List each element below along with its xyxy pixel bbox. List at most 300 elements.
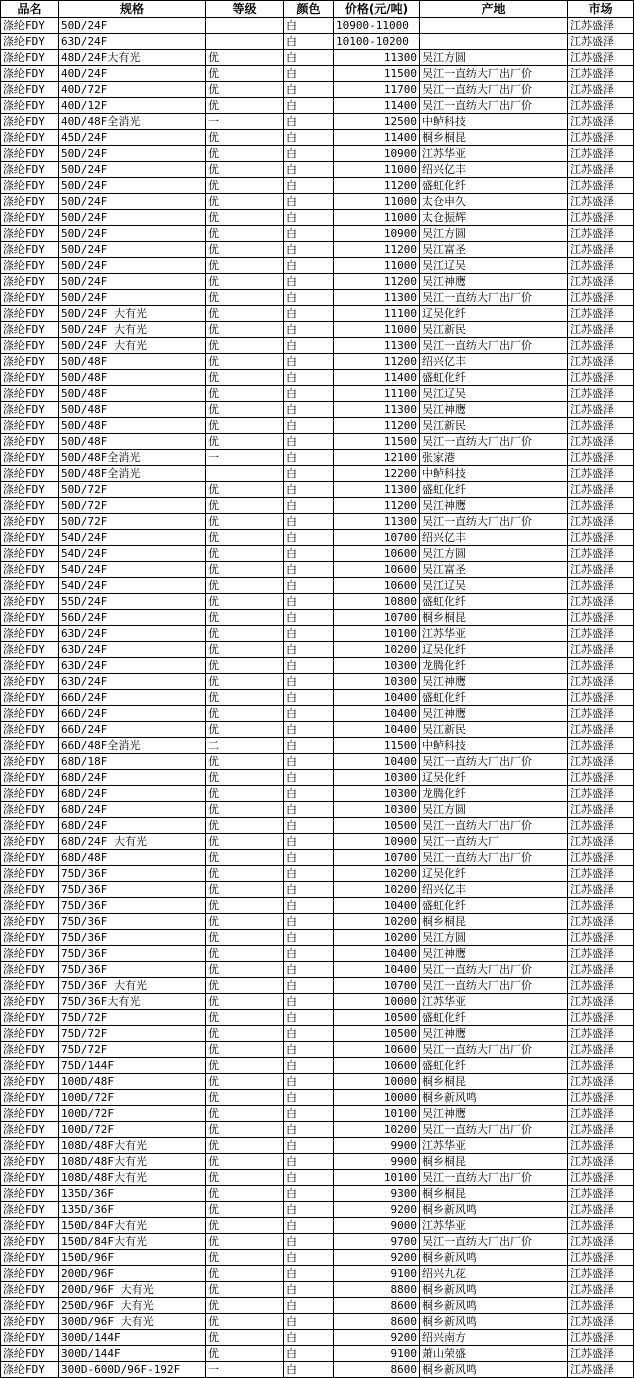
origin-cell: 盛虹化纤 <box>420 1058 568 1074</box>
grade-cell: 优 <box>206 1074 284 1090</box>
origin-cell: 辽吴化纤 <box>420 866 568 882</box>
price-cell: 10200 <box>334 914 420 930</box>
product-cell: 涤纶FDY <box>1 194 59 210</box>
origin-cell: 吴江一直纺大厂出厂价 <box>420 1234 568 1250</box>
origin-cell: 吴江一直纺大厂出厂价 <box>420 434 568 450</box>
market-cell: 江苏盛泽 <box>568 210 634 226</box>
grade-cell: 优 <box>206 866 284 882</box>
origin-cell: 桐乡桐昆 <box>420 1186 568 1202</box>
origin-cell: 龙腾化纤 <box>420 658 568 674</box>
price-cell: 11000 <box>334 162 420 178</box>
color-cell: 白 <box>284 882 334 898</box>
table-row <box>1 1282 634 1298</box>
market-cell: 江苏盛泽 <box>568 578 634 594</box>
origin-cell: 吴江方圆 <box>420 802 568 818</box>
table-row <box>1 914 634 930</box>
price-cell: 11300 <box>334 514 420 530</box>
spec-cell: 300D/96F 大有光 <box>59 1314 206 1330</box>
origin-cell: 吴江一直纺大厂出厂价 <box>420 82 568 98</box>
market-cell: 江苏盛泽 <box>568 194 634 210</box>
color-cell: 白 <box>284 18 334 34</box>
product-cell: 涤纶FDY <box>1 226 59 242</box>
price-cell: 10900 <box>334 834 420 850</box>
col-header-spec: 规格 <box>59 1 206 18</box>
market-cell: 江苏盛泽 <box>568 1202 634 1218</box>
color-cell: 白 <box>284 1074 334 1090</box>
market-cell: 江苏盛泽 <box>568 82 634 98</box>
table-row <box>1 258 634 274</box>
price-cell: 10200 <box>334 882 420 898</box>
color-cell: 白 <box>284 706 334 722</box>
table-row <box>1 594 634 610</box>
spec-cell: 150D/96F <box>59 1250 206 1266</box>
spec-cell: 50D/48F <box>59 418 206 434</box>
color-cell: 白 <box>284 642 334 658</box>
spec-cell: 135D/36F <box>59 1202 206 1218</box>
color-cell: 白 <box>284 354 334 370</box>
table-row <box>1 946 634 962</box>
spec-cell: 135D/36F <box>59 1186 206 1202</box>
grade-cell: 二 <box>206 738 284 754</box>
grade-cell: 优 <box>206 882 284 898</box>
spec-cell: 50D/24F <box>59 194 206 210</box>
price-cell: 11300 <box>334 50 420 66</box>
product-cell: 涤纶FDY <box>1 258 59 274</box>
product-cell: 涤纶FDY <box>1 562 59 578</box>
market-cell: 江苏盛泽 <box>568 690 634 706</box>
origin-cell: 吴江一直纺大厂出厂价 <box>420 338 568 354</box>
table-row <box>1 226 634 242</box>
table-row <box>1 1250 634 1266</box>
price-cell: 11100 <box>334 306 420 322</box>
market-cell: 江苏盛泽 <box>568 354 634 370</box>
product-cell: 涤纶FDY <box>1 1218 59 1234</box>
price-cell: 9700 <box>334 1234 420 1250</box>
price-cell: 10700 <box>334 610 420 626</box>
grade-cell: 优 <box>206 818 284 834</box>
market-cell: 江苏盛泽 <box>568 402 634 418</box>
market-cell: 江苏盛泽 <box>568 306 634 322</box>
color-cell: 白 <box>284 1218 334 1234</box>
grade-cell: 优 <box>206 1250 284 1266</box>
market-cell: 江苏盛泽 <box>568 1170 634 1186</box>
grade-cell: 优 <box>206 1122 284 1138</box>
grade-cell: 优 <box>206 578 284 594</box>
price-cell: 8600 <box>334 1362 420 1378</box>
table-row <box>1 1090 634 1106</box>
grade-cell: 优 <box>206 930 284 946</box>
origin-cell: 桐乡桐昆 <box>420 1074 568 1090</box>
market-cell: 江苏盛泽 <box>568 626 634 642</box>
product-cell: 涤纶FDY <box>1 530 59 546</box>
market-cell: 江苏盛泽 <box>568 450 634 466</box>
color-cell: 白 <box>284 1170 334 1186</box>
spec-cell: 75D/72F <box>59 1010 206 1026</box>
price-cell: 10300 <box>334 770 420 786</box>
origin-cell: 吴江神鹰 <box>420 498 568 514</box>
grade-cell: 优 <box>206 1282 284 1298</box>
origin-cell: 吴江新民 <box>420 418 568 434</box>
spec-cell: 200D/96F 大有光 <box>59 1282 206 1298</box>
color-cell: 白 <box>284 1282 334 1298</box>
product-cell: 涤纶FDY <box>1 1362 59 1378</box>
table-row <box>1 98 634 114</box>
market-cell: 江苏盛泽 <box>568 34 634 50</box>
color-cell: 白 <box>284 306 334 322</box>
table-row <box>1 994 634 1010</box>
grade-cell: 优 <box>206 1042 284 1058</box>
table-row <box>1 1026 634 1042</box>
market-cell: 江苏盛泽 <box>568 98 634 114</box>
price-cell: 10700 <box>334 850 420 866</box>
table-row <box>1 850 634 866</box>
product-cell: 涤纶FDY <box>1 34 59 50</box>
origin-cell: 桐乡桐昆 <box>420 130 568 146</box>
spec-cell: 150D/84F大有光 <box>59 1218 206 1234</box>
market-cell: 江苏盛泽 <box>568 546 634 562</box>
price-cell: 10600 <box>334 1042 420 1058</box>
product-cell: 涤纶FDY <box>1 354 59 370</box>
table-row <box>1 418 634 434</box>
product-cell: 涤纶FDY <box>1 1138 59 1154</box>
origin-cell: 绍兴亿丰 <box>420 162 568 178</box>
product-cell: 涤纶FDY <box>1 1202 59 1218</box>
header-row <box>1 1 634 18</box>
table-row <box>1 482 634 498</box>
grade-cell: 优 <box>206 1234 284 1250</box>
price-cell: 10400 <box>334 946 420 962</box>
spec-cell: 54D/24F <box>59 530 206 546</box>
spec-cell: 75D/144F <box>59 1058 206 1074</box>
table-row <box>1 306 634 322</box>
table-row <box>1 1186 634 1202</box>
grade-cell: 优 <box>206 386 284 402</box>
price-cell: 11000 <box>334 194 420 210</box>
origin-cell: 吴江神鹰 <box>420 1106 568 1122</box>
grade-cell: 优 <box>206 434 284 450</box>
price-cell: 11300 <box>334 290 420 306</box>
color-cell: 白 <box>284 1106 334 1122</box>
product-cell: 涤纶FDY <box>1 1090 59 1106</box>
table-row <box>1 978 634 994</box>
price-cell: 10900-11000 <box>334 18 420 34</box>
grade-cell: 优 <box>206 962 284 978</box>
spec-cell: 40D/72F <box>59 82 206 98</box>
color-cell: 白 <box>284 818 334 834</box>
color-cell: 白 <box>284 946 334 962</box>
table-row <box>1 210 634 226</box>
price-cell: 9900 <box>334 1138 420 1154</box>
product-cell: 涤纶FDY <box>1 754 59 770</box>
price-cell: 8800 <box>334 1282 420 1298</box>
grade-cell: 优 <box>206 722 284 738</box>
product-cell: 涤纶FDY <box>1 338 59 354</box>
grade-cell: 优 <box>206 1202 284 1218</box>
color-cell: 白 <box>284 514 334 530</box>
color-cell: 白 <box>284 34 334 50</box>
grade-cell <box>206 18 284 34</box>
color-cell: 白 <box>284 274 334 290</box>
table-row <box>1 178 634 194</box>
product-cell: 涤纶FDY <box>1 626 59 642</box>
color-cell: 白 <box>284 914 334 930</box>
market-cell: 江苏盛泽 <box>568 386 634 402</box>
price-cell: 10400 <box>334 706 420 722</box>
color-cell: 白 <box>284 82 334 98</box>
spec-cell: 63D/24F <box>59 658 206 674</box>
spec-cell: 75D/36F <box>59 898 206 914</box>
origin-cell: 吴江一直纺大厂出厂价 <box>420 290 568 306</box>
spec-cell: 68D/24F <box>59 802 206 818</box>
origin-cell: 中鲈科技 <box>420 114 568 130</box>
table-row <box>1 770 634 786</box>
grade-cell: 优 <box>206 82 284 98</box>
spec-cell: 40D/24F <box>59 66 206 82</box>
grade-cell: 优 <box>206 66 284 82</box>
product-cell: 涤纶FDY <box>1 130 59 146</box>
spec-cell: 40D/48F全消光 <box>59 114 206 130</box>
spec-cell: 68D/48F <box>59 850 206 866</box>
table-row <box>1 466 634 482</box>
origin-cell: 绍兴九花 <box>420 1266 568 1282</box>
spec-cell: 108D/48F大有光 <box>59 1170 206 1186</box>
color-cell: 白 <box>284 1202 334 1218</box>
grade-cell: 优 <box>206 770 284 786</box>
origin-cell: 绍兴亿丰 <box>420 354 568 370</box>
price-cell: 12500 <box>334 114 420 130</box>
product-cell: 涤纶FDY <box>1 642 59 658</box>
spec-cell: 50D/24F 大有光 <box>59 306 206 322</box>
color-cell: 白 <box>284 322 334 338</box>
product-cell: 涤纶FDY <box>1 914 59 930</box>
price-cell: 9200 <box>334 1250 420 1266</box>
color-cell: 白 <box>284 1154 334 1170</box>
color-cell: 白 <box>284 1250 334 1266</box>
spec-cell: 54D/24F <box>59 546 206 562</box>
price-cell: 9200 <box>334 1202 420 1218</box>
grade-cell: 一 <box>206 114 284 130</box>
price-cell: 9900 <box>334 1154 420 1170</box>
market-cell: 江苏盛泽 <box>568 946 634 962</box>
product-cell: 涤纶FDY <box>1 1266 59 1282</box>
price-cell: 11000 <box>334 210 420 226</box>
origin-cell: 吴江神鹰 <box>420 274 568 290</box>
price-cell: 10600 <box>334 1058 420 1074</box>
price-cell: 11000 <box>334 322 420 338</box>
spec-cell: 108D/48F大有光 <box>59 1138 206 1154</box>
grade-cell: 优 <box>206 1346 284 1362</box>
color-cell: 白 <box>284 194 334 210</box>
color-cell: 白 <box>284 1266 334 1282</box>
price-cell: 11500 <box>334 434 420 450</box>
grade-cell: 一 <box>206 450 284 466</box>
market-cell: 江苏盛泽 <box>568 498 634 514</box>
spec-cell: 50D/72F <box>59 514 206 530</box>
grade-cell: 优 <box>206 194 284 210</box>
color-cell: 白 <box>284 178 334 194</box>
market-cell: 江苏盛泽 <box>568 850 634 866</box>
spec-cell: 50D/48F <box>59 354 206 370</box>
grade-cell: 优 <box>206 290 284 306</box>
table-row <box>1 290 634 306</box>
market-cell: 江苏盛泽 <box>568 1250 634 1266</box>
price-cell: 10500 <box>334 1010 420 1026</box>
table-row <box>1 1106 634 1122</box>
product-cell: 涤纶FDY <box>1 1250 59 1266</box>
table-row <box>1 674 634 690</box>
product-cell: 涤纶FDY <box>1 386 59 402</box>
price-cell: 10700 <box>334 530 420 546</box>
market-cell: 江苏盛泽 <box>568 802 634 818</box>
product-cell: 涤纶FDY <box>1 1122 59 1138</box>
price-cell: 11400 <box>334 130 420 146</box>
table-row <box>1 546 634 562</box>
origin-cell: 辽吴化纤 <box>420 770 568 786</box>
origin-cell: 桐乡新风鸣 <box>420 1282 568 1298</box>
spec-cell: 75D/36F <box>59 914 206 930</box>
origin-cell: 吴江富圣 <box>420 562 568 578</box>
origin-cell: 江苏华亚 <box>420 146 568 162</box>
spec-cell: 55D/24F <box>59 594 206 610</box>
origin-cell: 萧山荣盛 <box>420 1346 568 1362</box>
grade-cell: 优 <box>206 370 284 386</box>
market-cell: 江苏盛泽 <box>568 610 634 626</box>
grade-cell: 优 <box>206 306 284 322</box>
origin-cell: 江苏华亚 <box>420 1218 568 1234</box>
market-cell: 江苏盛泽 <box>568 914 634 930</box>
market-cell: 江苏盛泽 <box>568 866 634 882</box>
grade-cell: 优 <box>206 322 284 338</box>
product-cell: 涤纶FDY <box>1 178 59 194</box>
color-cell: 白 <box>284 1042 334 1058</box>
table-row <box>1 370 634 386</box>
origin-cell: 桐乡新风鸣 <box>420 1202 568 1218</box>
origin-cell: 中鲈科技 <box>420 738 568 754</box>
table-row <box>1 146 634 162</box>
table-row <box>1 1202 634 1218</box>
table-row <box>1 1314 634 1330</box>
origin-cell: 张家港 <box>420 450 568 466</box>
origin-cell: 吴江一直纺大厂出厂价 <box>420 962 568 978</box>
origin-cell <box>420 34 568 50</box>
market-cell: 江苏盛泽 <box>568 18 634 34</box>
table-row <box>1 530 634 546</box>
color-cell: 白 <box>284 770 334 786</box>
product-cell: 涤纶FDY <box>1 994 59 1010</box>
origin-cell: 吴江一直纺大厂出厂价 <box>420 1042 568 1058</box>
price-cell: 10100 <box>334 1106 420 1122</box>
origin-cell: 盛虹化纤 <box>420 370 568 386</box>
product-cell: 涤纶FDY <box>1 1282 59 1298</box>
spec-cell: 68D/24F <box>59 786 206 802</box>
grade-cell: 优 <box>206 1170 284 1186</box>
origin-cell: 吴江一直纺大厂出厂价 <box>420 98 568 114</box>
product-cell: 涤纶FDY <box>1 466 59 482</box>
market-cell: 江苏盛泽 <box>568 1362 634 1378</box>
color-cell: 白 <box>284 258 334 274</box>
product-cell: 涤纶FDY <box>1 418 59 434</box>
market-cell: 江苏盛泽 <box>568 1218 634 1234</box>
origin-cell: 盛虹化纤 <box>420 482 568 498</box>
origin-cell: 辽吴化纤 <box>420 306 568 322</box>
origin-cell: 吴江辽吴 <box>420 386 568 402</box>
price-cell: 9300 <box>334 1186 420 1202</box>
color-cell: 白 <box>284 98 334 114</box>
color-cell: 白 <box>284 1138 334 1154</box>
market-cell: 江苏盛泽 <box>568 658 634 674</box>
price-cell: 11400 <box>334 98 420 114</box>
market-cell: 江苏盛泽 <box>568 1346 634 1362</box>
color-cell: 白 <box>284 962 334 978</box>
origin-cell: 江苏华亚 <box>420 994 568 1010</box>
origin-cell: 吴江神鹰 <box>420 1026 568 1042</box>
price-cell: 11200 <box>334 274 420 290</box>
product-cell: 涤纶FDY <box>1 770 59 786</box>
product-cell: 涤纶FDY <box>1 1106 59 1122</box>
color-cell: 白 <box>284 1234 334 1250</box>
color-cell: 白 <box>284 1090 334 1106</box>
color-cell: 白 <box>284 1298 334 1314</box>
market-cell: 江苏盛泽 <box>568 786 634 802</box>
grade-cell: 优 <box>206 642 284 658</box>
table-row <box>1 1010 634 1026</box>
color-cell: 白 <box>284 562 334 578</box>
market-cell: 江苏盛泽 <box>568 930 634 946</box>
color-cell: 白 <box>284 530 334 546</box>
price-cell: 10100 <box>334 626 420 642</box>
grade-cell: 优 <box>206 1090 284 1106</box>
market-cell: 江苏盛泽 <box>568 674 634 690</box>
table-row <box>1 706 634 722</box>
color-cell: 白 <box>284 146 334 162</box>
product-cell: 涤纶FDY <box>1 18 59 34</box>
color-cell: 白 <box>284 370 334 386</box>
color-cell: 白 <box>284 546 334 562</box>
spec-cell: 50D/24F 大有光 <box>59 338 206 354</box>
market-cell: 江苏盛泽 <box>568 290 634 306</box>
spec-cell: 50D/24F <box>59 18 206 34</box>
grade-cell: 优 <box>206 1314 284 1330</box>
color-cell: 白 <box>284 594 334 610</box>
color-cell: 白 <box>284 1122 334 1138</box>
color-cell: 白 <box>284 994 334 1010</box>
market-cell: 江苏盛泽 <box>568 338 634 354</box>
color-cell: 白 <box>284 434 334 450</box>
color-cell: 白 <box>284 226 334 242</box>
market-cell: 江苏盛泽 <box>568 178 634 194</box>
price-cell: 10400 <box>334 898 420 914</box>
price-cell: 10300 <box>334 674 420 690</box>
price-cell: 10600 <box>334 562 420 578</box>
spec-cell: 300D/144F <box>59 1330 206 1346</box>
spec-cell: 50D/24F <box>59 226 206 242</box>
origin-cell: 绍兴南方 <box>420 1330 568 1346</box>
price-cell: 10200 <box>334 866 420 882</box>
grade-cell: 优 <box>206 402 284 418</box>
price-cell: 11000 <box>334 258 420 274</box>
color-cell: 白 <box>284 834 334 850</box>
price-cell: 10100-10200 <box>334 34 420 50</box>
grade-cell: 优 <box>206 690 284 706</box>
price-cell: 10900 <box>334 146 420 162</box>
product-cell: 涤纶FDY <box>1 834 59 850</box>
spec-cell: 68D/24F 大有光 <box>59 834 206 850</box>
origin-cell: 吴江辽吴 <box>420 258 568 274</box>
price-cell: 10700 <box>334 978 420 994</box>
origin-cell: 绍兴亿丰 <box>420 530 568 546</box>
price-cell: 10200 <box>334 1122 420 1138</box>
product-cell: 涤纶FDY <box>1 1298 59 1314</box>
